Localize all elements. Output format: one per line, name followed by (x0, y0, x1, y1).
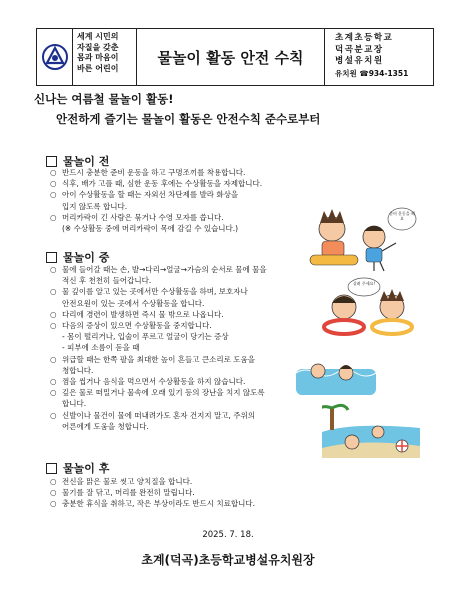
list-item-text: - 피부에 소름이 돋을 때 (62, 343, 140, 353)
list-item-text: (※ 수상활동 중에 머리카락이 목에 감길 수 있습니다.) (62, 224, 239, 234)
list-marker (50, 201, 62, 212)
list-item (50, 167, 262, 178)
list-item-text: 껌을 씹거나 음식을 먹으면서 수상활동을 하지 않습니다. (62, 377, 246, 387)
list-marker: ○ (50, 190, 57, 200)
list-item-text: - 몸이 떨리거나, 입술이 푸르고 얼굴이 당기는 증상 (62, 332, 229, 342)
list-item-text: 다리에 경련이 발생하면 즉시 물 밖으로 나옵니다. (62, 309, 224, 319)
list-marker (50, 298, 62, 309)
list-item-text: 안전요원이 있는 곳에서 수상활동을 합니다. (62, 298, 205, 308)
list-marker (50, 275, 62, 286)
list-item (50, 223, 262, 234)
list-item (50, 201, 262, 212)
issue-date: 2025. 7. 18. (202, 530, 254, 540)
list-marker (50, 331, 62, 342)
warmup-kids-illustration (300, 205, 418, 273)
list-item (50, 178, 262, 189)
list-marker: ○ (50, 321, 57, 331)
list-marker: ○ (50, 488, 57, 498)
list-item-text: 위급할 때는 한쪽 팔을 최대한 높이 흔들고 큰소리로 도움을 (62, 354, 255, 364)
motto-line: 세계 시민의 (77, 32, 119, 41)
list-item (50, 264, 267, 275)
float-kids-illustration (318, 277, 424, 341)
list-item-text: 물에 들어갈 때는 손, 발→다리→얼굴→가슴의 순서로 물에 물을 (62, 265, 267, 274)
section-list-before (50, 167, 262, 234)
list-item (50, 376, 267, 387)
list-marker (50, 342, 62, 353)
section-title: 물놀이 후 (63, 462, 110, 475)
intro-subheadline: 안전하게 즐기는 물놀이 활동은 안전수칙 준수로부터 (56, 112, 321, 126)
school-logo-icon (41, 43, 69, 71)
motto-line: 자질을 갖춘 (77, 42, 119, 52)
list-item (50, 286, 267, 297)
list-item (50, 354, 267, 365)
list-item-text: 물기를 잘 닦고, 머리를 완전히 말립니다. (62, 488, 195, 498)
list-item (50, 498, 255, 509)
beach-illustration (322, 402, 420, 458)
list-marker: ○ (50, 168, 57, 177)
list-item-text: 깊은 물로 떠밀거나 물속에 오래 있기 등의 장난을 치지 않도록 (62, 388, 265, 398)
list-item (50, 398, 267, 409)
speech-bubble-text: 준비 운동을 해요 (389, 211, 415, 221)
list-marker: ○ (50, 477, 57, 486)
list-item-text: 전신을 맑은 물로 씻고 양치질을 합니다. (62, 477, 193, 486)
swimming-illustration (296, 355, 376, 395)
list-item-text: 입지 않도록 합니다. (62, 201, 128, 211)
list-marker: ○ (50, 309, 57, 319)
list-marker: ○ (50, 265, 57, 274)
school-info (325, 29, 433, 85)
section-list-during (50, 264, 267, 432)
document-title: 물놀이 활동 안전 수칙 (137, 29, 325, 85)
list-marker: ○ (50, 287, 57, 297)
list-marker: ○ (50, 388, 57, 398)
list-item (50, 365, 267, 376)
list-marker: ○ (50, 179, 57, 189)
list-marker: ○ (50, 354, 57, 364)
list-item (50, 309, 267, 320)
list-item-text: 식후, 배가 고플 때, 심한 운동 후에는 수상활동을 자제합니다. (62, 179, 263, 189)
list-item-text: 물 깊이를 알고 있는 곳에서만 수상활동을 하며, 보호자나 (62, 287, 248, 297)
list-item (50, 298, 267, 309)
list-item (50, 410, 267, 421)
list-item-text: 아이 수상활동을 할 때는 자외선 차단제를 발라 화상을 (62, 190, 239, 200)
list-item-text: 반드시 충분한 준비 운동을 하고 구명조끼를 착용합니다. (62, 168, 246, 177)
list-marker: ○ (50, 377, 57, 387)
list-item (50, 476, 255, 487)
section-heading-after (46, 460, 109, 476)
list-item-text: 신발이나 물건이 물에 떠내려가도 혼자 건지지 말고, 주위의 (62, 410, 255, 420)
list-marker (50, 421, 62, 432)
intro-headline: 신나는 여름철 물놀이 활동! (34, 92, 174, 106)
school-name-line: 병설유치원 (335, 56, 384, 66)
school-logo-cell (37, 29, 73, 85)
section-heading-during (46, 249, 109, 265)
list-item-text: 다음의 증상이 있으면 수상활동을 중지합니다. (62, 321, 212, 331)
list-marker (50, 365, 62, 376)
checkbox-icon (46, 252, 57, 263)
principal-signature: 초계(덕곡)초등학교병설유치원장 (141, 553, 315, 567)
list-item (50, 487, 255, 498)
list-marker: ○ (50, 499, 57, 509)
section-title: 물놀이 중 (63, 251, 110, 264)
school-motto (73, 29, 137, 85)
list-marker (50, 398, 62, 409)
school-name-line: 덕곡분교장 (335, 44, 384, 55)
list-item (50, 320, 267, 331)
list-item (50, 275, 267, 286)
list-item-text: 충분한 휴식을 취하고, 작은 부상이라도 반드시 치료합니다. (62, 499, 255, 509)
list-item-text: 합니다. (62, 399, 87, 409)
letterhead (36, 28, 434, 86)
list-item (50, 421, 267, 432)
checkbox-icon (46, 156, 57, 167)
list-item-text: 적신 후 천천히 들어갑니다. (62, 276, 152, 286)
list-item-text: 머리카락이 긴 사람은 묶거나 수영 모자를 씁니다. (62, 212, 224, 222)
school-phone: 유치원 ☎934-1351 (335, 68, 409, 78)
list-marker: ○ (50, 212, 57, 222)
section-list-after (50, 476, 255, 510)
list-item (50, 212, 262, 223)
motto-line: 몸과 마음이 (77, 53, 119, 62)
speech-bubble-text: 살려 주세요! (352, 281, 376, 286)
list-item (50, 331, 267, 342)
list-item-text: 어른에게 도움을 청합니다. (62, 421, 149, 431)
list-marker: ○ (50, 410, 57, 420)
school-name-line: 초계초등학교 (335, 33, 394, 43)
motto-line: 바른 어린이 (77, 63, 119, 73)
list-marker (50, 223, 62, 234)
list-item (50, 342, 267, 353)
list-item (50, 387, 267, 398)
checkbox-icon (46, 463, 57, 474)
list-item-text: 청합니다. (62, 365, 94, 375)
list-item (50, 189, 262, 200)
section-title: 물놀이 전 (63, 155, 110, 168)
